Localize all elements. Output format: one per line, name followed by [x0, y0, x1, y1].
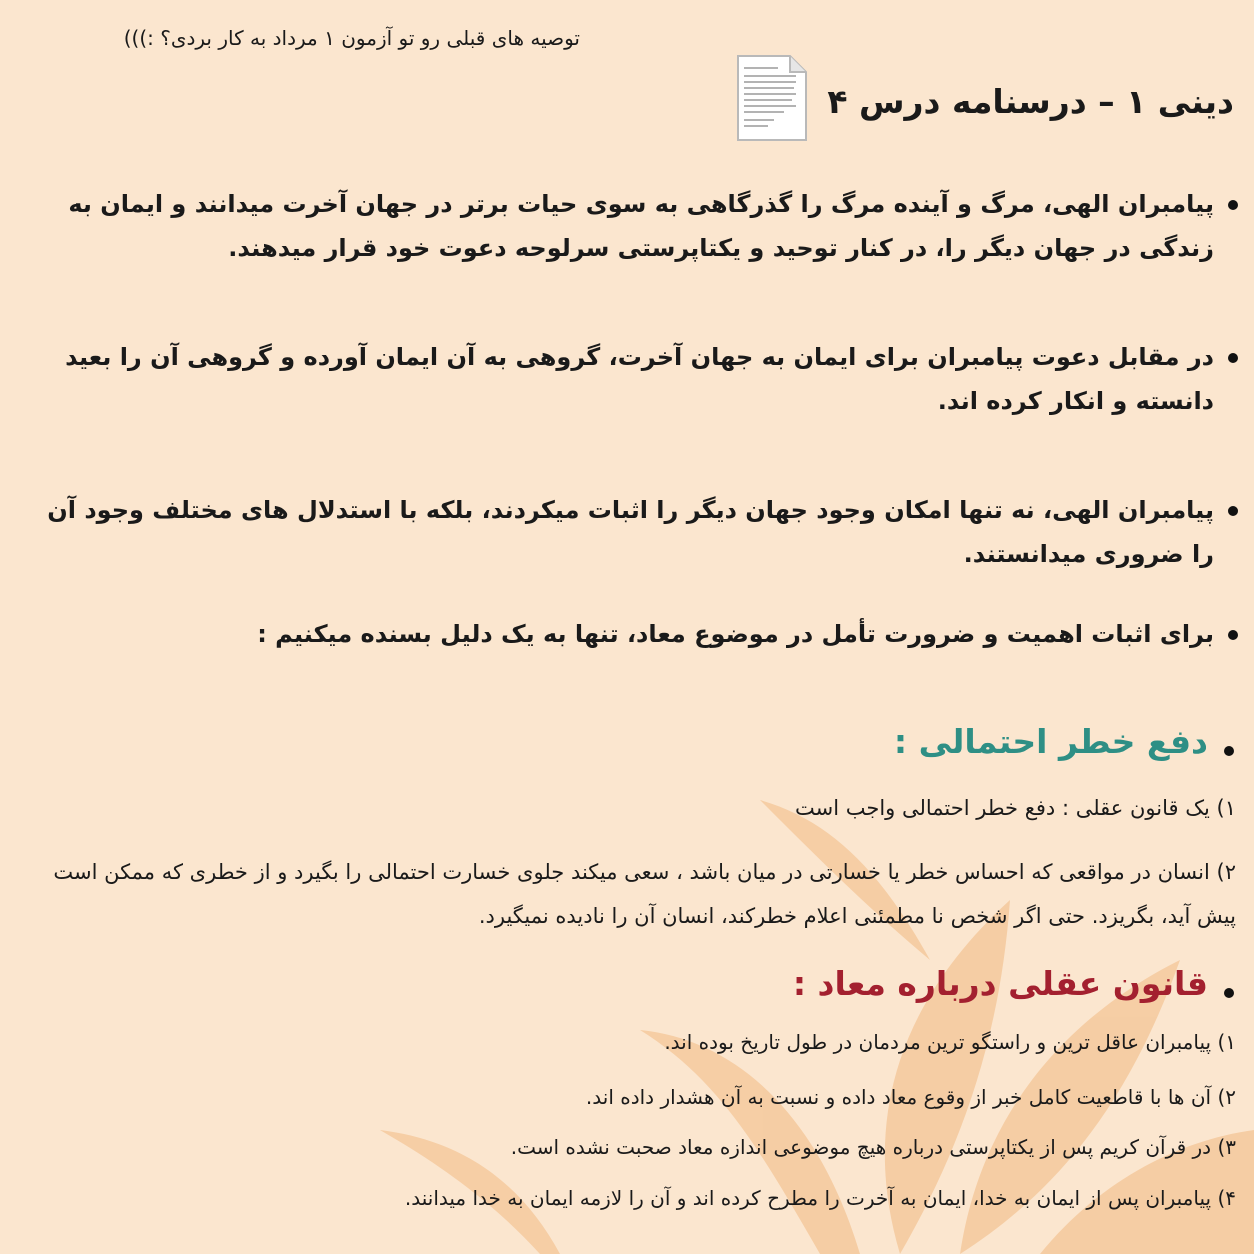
section1-item: ۱) یک قانون عقلی : دفع خطر احتمالی واجب است	[794, 796, 1236, 820]
section-heading-resurrection: قانون عقلی درباره معاد :	[792, 964, 1208, 1003]
bullet-item: برای اثبات اهمیت و ضرورت تأمل در موضوع معاد، تنها به یک دلیل بسنده میکنیم :	[214, 612, 1214, 656]
section2-item: ۲) آن ها با قاطعیت کامل خبر از وقوع معاد داده و نسبت به آن هشدار داده اند.	[585, 1085, 1236, 1109]
section-heading-danger: دفع خطر احتمالی :	[893, 722, 1208, 761]
top-note: توصیه های قبلی رو تو آزمون ۱ مرداد به کار بردی؟ :)))	[123, 26, 580, 50]
section2-item: ۱) پیامبران عاقل ترین و راستگو ترین مردمان در طول تاریخ بوده اند.	[664, 1030, 1236, 1054]
document-icon	[734, 52, 810, 144]
section2-item: ۴) پیامبران پس از ایمان به خدا، ایمان به آخرت را مطرح کرده اند و آن را لازمه ایمان به خدا میدانند.	[404, 1186, 1236, 1210]
page-title: دینی ۱ – درسنامه درس ۴	[827, 82, 1234, 121]
bullet-item: پیامبران الهی، نه تنها امکان وجود جهان دیگر را اثبات میکردند، بلکه با استدلال های مختلف وجود آن را ضروری میدانستند.	[34, 488, 1214, 576]
section1-item: ۲) انسان در مواقعی که احساس خطر یا خسارتی در میان باشد ، سعی میکند جلوی خسارت احتمالی را بگیرد و از خطری که ممکن است پیش آید، بگریزد. حتی اگر شخص نا مطمئنی اعلام خطرکند، انسان آن را نادیده نمیگیرد.	[53, 860, 1236, 928]
section2-item: ۳) در قرآن کریم پس از یکتاپرستی درباره هیچ موضوعی اندازه معاد صحبت نشده است.	[510, 1135, 1236, 1159]
bullet-item: در مقابل دعوت پیامبران برای ایمان به جهان آخرت، گروهی به آن ایمان آورده و گروهی آن را بعید دانسته و انکار کرده اند.	[54, 335, 1214, 423]
bullet-item: پیامبران الهی، مرگ و آینده مرگ را گذرگاهی به سوی حیات برتر در جهان آخرت میدانند و ایمان به زندگی در جهان دیگر را، در کنار توحید و یکتاپرستی سرلوحه دعوت خود قرار میدهند.	[54, 182, 1214, 270]
